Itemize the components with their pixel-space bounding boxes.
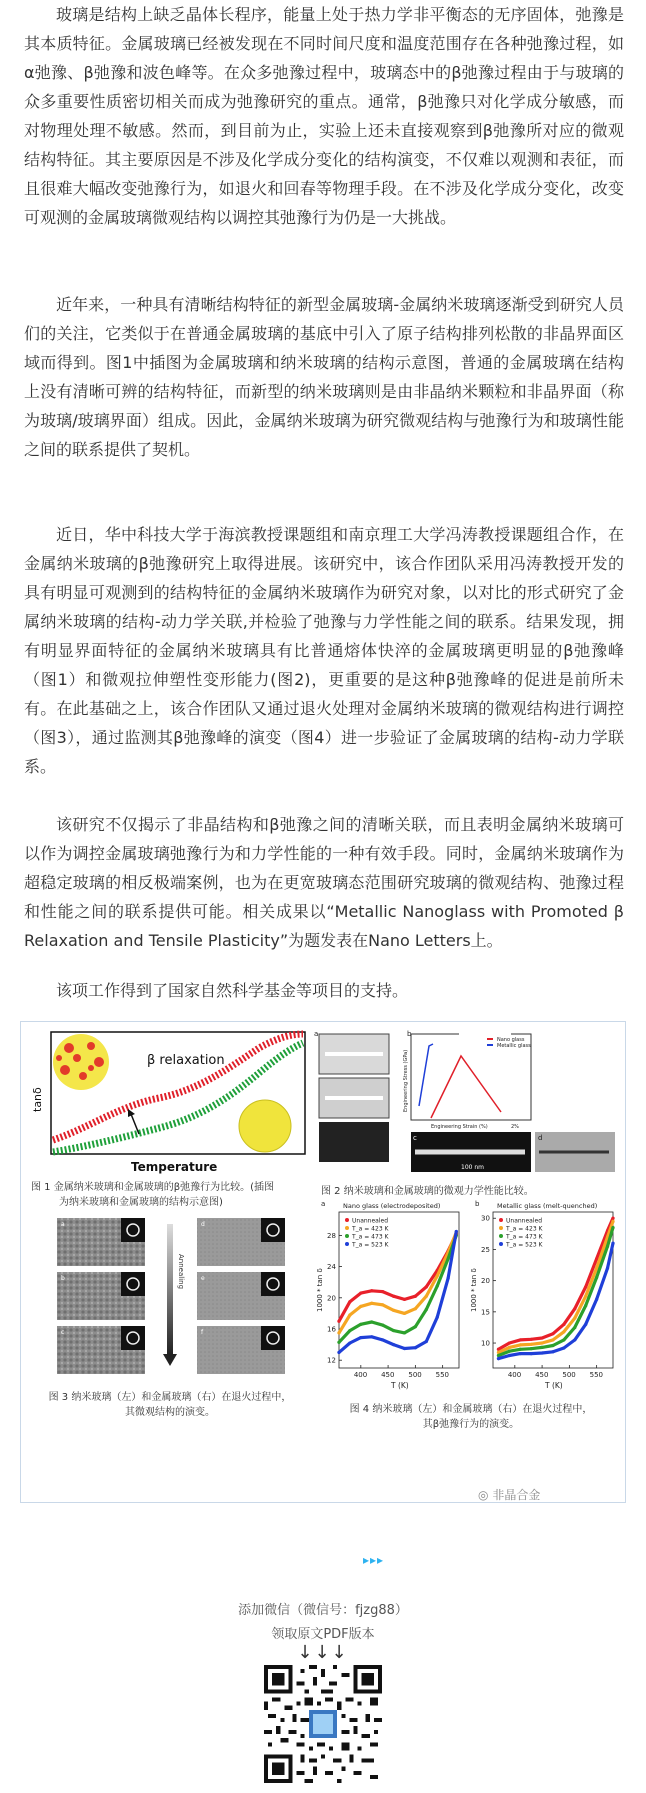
figure-2-strain-scale: 2% — [511, 1124, 519, 1130]
series-line — [339, 1232, 456, 1353]
legend-marker — [499, 1226, 503, 1230]
data-point — [584, 1285, 587, 1288]
data-point — [562, 1338, 565, 1341]
data-point — [611, 1242, 614, 1245]
data-point — [370, 1289, 373, 1292]
figure-3-panel-f: f — [201, 1329, 204, 1336]
data-point — [595, 1276, 598, 1279]
data-point — [595, 1298, 598, 1301]
figure-1-ylabel: tanδ — [31, 1087, 44, 1112]
data-point — [551, 1338, 554, 1341]
data-point — [584, 1295, 587, 1298]
chart-title: Nano glass (electrodeposited) — [343, 1202, 441, 1210]
figure-panel — [20, 1021, 626, 1503]
y-tick-label: 16 — [327, 1325, 336, 1334]
figure-1-caption — [31, 1180, 311, 1210]
figure-3-arrow-label: Annealing — [177, 1254, 185, 1290]
figure-2-legend-metallic: Metallic glass — [497, 1043, 531, 1049]
figure-3-panel-e: e — [201, 1275, 205, 1282]
data-point — [540, 1346, 543, 1349]
figure-4-caption-line1: 图 4 纳米玻璃（左）和金属玻璃（右）在退火过程中， — [349, 1404, 593, 1415]
data-point — [551, 1332, 554, 1335]
paragraph-intro: 玻璃是结构上缺乏晶体长程序，能量上处于热力学非平衡态的无序固体，弛豫是其本质特征。金属玻璃已经被发现在不同时间尺度和温度范围存在各种弛豫过程，如α弛豫、β弛豫和波色峰等。在众多弛豫过程中，玻璃态中的β弛豫过程由于与玻璃的众多重要性质密切相关而成为弛豫研究的重点。通常，β弛豫只对化学成分敏感，而对物理处理不敏感。然而，到目前为止，实验上还未直接观察到β弛豫所对应的微观结构特征。其主要原因是不涉及化学成分变化的结构演变，不仅难以观测和表征，而且很难大幅改变弛豫行为，如退火和回春等物理手段。在不涉及化学成分变化，改变可观测的金属玻璃微观结构以调控其弛豫行为仍是一大挑战。 — [24, 5, 624, 227]
legend-label: T_a = 473 K — [506, 1233, 543, 1241]
watermark-text: 非晶合金 — [492, 1488, 541, 1502]
figure-2-ylabel: Engineering Stress (GPa) — [403, 1049, 409, 1112]
data-point — [573, 1326, 576, 1329]
legend-label: T_a = 523 K — [506, 1241, 543, 1249]
figure-2-plot — [311, 1026, 621, 1176]
data-point — [403, 1331, 406, 1334]
data-point — [359, 1336, 362, 1339]
data-point — [403, 1312, 406, 1315]
legend-marker — [345, 1226, 349, 1230]
x-tick-label: 400 — [507, 1371, 522, 1379]
data-point — [381, 1338, 384, 1341]
figure-1-caption-line2: 为纳米玻璃和金属玻璃的结构示意图) — [59, 1197, 223, 1208]
figure-2-panel-b: b — [407, 1030, 412, 1038]
figure-2-panel-a: a — [314, 1030, 319, 1038]
data-point — [540, 1336, 543, 1339]
x-tick-label: 450 — [381, 1371, 395, 1379]
x-tick-label: 550 — [589, 1371, 604, 1379]
legend-marker — [499, 1242, 503, 1246]
data-point — [337, 1351, 340, 1354]
data-point — [519, 1338, 522, 1341]
data-point — [446, 1257, 449, 1260]
legend-label: T_a = 473 K — [352, 1233, 389, 1241]
data-point — [337, 1320, 340, 1323]
data-point — [414, 1295, 417, 1298]
figure-3-plot — [51, 1214, 291, 1384]
series-line — [339, 1235, 456, 1342]
data-point — [414, 1325, 417, 1328]
y-tick-label: 10 — [481, 1339, 490, 1348]
data-point — [584, 1323, 587, 1326]
data-point — [425, 1285, 428, 1288]
chart-panel-label: b — [475, 1200, 480, 1208]
data-point — [436, 1285, 439, 1288]
data-point — [425, 1340, 428, 1343]
data-point — [392, 1343, 395, 1346]
figure-3-caption — [27, 1390, 313, 1420]
y-axis-label: 1000 * tan δ — [470, 1268, 478, 1312]
footer-pdf: 领取原文PDF版本 — [271, 1627, 375, 1642]
legend-label: Unannealed — [352, 1217, 389, 1225]
data-point — [540, 1351, 543, 1354]
data-point — [337, 1331, 340, 1334]
data-point — [584, 1304, 587, 1307]
data-point — [359, 1292, 362, 1295]
data-point — [403, 1298, 406, 1301]
figure-3-caption-line1: 图 3 纳米玻璃（左）和金属玻璃（右）在退火过程中， — [48, 1392, 292, 1403]
data-point — [425, 1295, 428, 1298]
legend-marker — [499, 1234, 503, 1238]
figure-2 — [311, 1026, 621, 1176]
data-point — [370, 1302, 373, 1305]
figure-2-panel-c: c — [413, 1134, 417, 1142]
figure-1-caption-line1: 图 1 金属纳米玻璃和金属玻璃的β弛豫行为比较。(插图 — [31, 1182, 275, 1193]
legend-label: Unannealed — [506, 1217, 543, 1225]
data-point — [611, 1217, 614, 1220]
data-point — [595, 1267, 598, 1270]
data-point — [425, 1308, 428, 1311]
data-point — [381, 1303, 384, 1306]
data-point — [606, 1267, 609, 1270]
y-tick-label: 30 — [481, 1214, 490, 1223]
figure-3-panel-a: a — [61, 1221, 65, 1228]
figure-3-caption-line2: 其微观结构的演变。 — [125, 1407, 215, 1418]
data-point — [540, 1341, 543, 1344]
paragraph-funding: 该项工作得到了国家自然科学基金等项目的支持。 — [56, 981, 409, 1000]
data-point — [392, 1329, 395, 1332]
data-point — [370, 1320, 373, 1323]
data-point — [508, 1346, 511, 1349]
data-point — [519, 1348, 522, 1351]
legend-label: T_a = 523 K — [352, 1241, 389, 1249]
data-point — [519, 1352, 522, 1355]
data-point — [403, 1347, 406, 1350]
legend-marker — [345, 1234, 349, 1238]
x-tick-label: 550 — [435, 1371, 450, 1379]
data-point — [595, 1257, 598, 1260]
figure-2-scalebar: 100 nm — [461, 1164, 485, 1171]
data-point — [370, 1335, 373, 1338]
watermark — [478, 1486, 540, 1503]
paragraph-significance: 该研究不仅揭示了非晶结构和β弛豫之间的清晰关联，而且表明金属纳米玻璃可以作为调控金属玻璃弛豫行为和力学性能的一种有效手段。同时，金属纳米玻璃作为超稳定玻璃的相反极端案例，也为在更宽玻璃态范围研究玻璃的微观结构、弛豫过程和性能之间的联系提供可能。相关成果以“Metallic Nanoglass with Promoted β Relaxation and Tensile Plasticity”为题发表在Nano Letters上。 — [24, 815, 624, 950]
chart-title: Metallic glass (melt-quenched) — [497, 1202, 598, 1210]
x-axis-label: T (K) — [545, 1381, 563, 1390]
data-point — [562, 1323, 565, 1326]
wechat-icon: ◎ — [478, 1488, 489, 1502]
y-tick-label: 25 — [481, 1245, 490, 1254]
data-point — [348, 1313, 351, 1316]
figure-1-title: β relaxation — [147, 1053, 225, 1068]
y-tick-label: 20 — [481, 1277, 490, 1286]
y-tick-label: 28 — [327, 1231, 336, 1240]
footer-wechat: 添加微信（微信号：fjzg88） — [238, 1603, 408, 1618]
data-point — [381, 1290, 384, 1293]
data-point — [573, 1338, 576, 1341]
data-point — [530, 1338, 533, 1341]
data-point — [381, 1324, 384, 1327]
data-point — [348, 1341, 351, 1344]
figure-4-caption-line2: 其β弛豫行为的演变。 — [422, 1419, 520, 1430]
figure-2-legend-nano: Nano glass — [497, 1037, 525, 1043]
legend-marker — [499, 1218, 503, 1222]
paragraph-research: 近日，华中科技大学于海滨教授课题组和南京理工大学冯涛教授课题组合作，在金属纳米玻璃的β弛豫研究上取得进展。该研究中，该合作团队采用冯涛教授开发的具有明显可观测到的结构特征的金属纳米玻璃作为研究对象，以对比的形式研究了金属纳米玻璃的结构-动力学关联,并检验了弛豫与力学性能之间的联系。结果发现，拥有明显界面特征的金属纳米玻璃具有比普通熔体快淬的金属玻璃更明显的β弛豫峰（图1）和微观拉伸塑性变形能力(图2)，更重要的是这种β弛豫峰的促进是前所未有。在此基础之上，该合作团队又通过退火处理对金属纳米玻璃的微观结构进行调控（图3），通过监测其β弛豫峰的演变（图4）进一步验证了金属玻璃的结构-动力学联系。 — [24, 525, 624, 776]
figure-1 — [29, 1028, 309, 1174]
data-point — [508, 1341, 511, 1344]
data-point — [508, 1350, 511, 1353]
data-point — [530, 1347, 533, 1350]
figure-1-plot — [29, 1028, 309, 1174]
data-point — [359, 1323, 362, 1326]
y-axis-label: 1000 * tan δ — [316, 1268, 324, 1312]
data-point — [551, 1344, 554, 1347]
y-tick-label: 12 — [327, 1356, 336, 1365]
data-point — [436, 1316, 439, 1319]
qr-code-icon[interactable] — [264, 1665, 382, 1783]
x-tick-label: 500 — [562, 1371, 576, 1379]
data-point — [414, 1307, 417, 1310]
data-point — [573, 1316, 576, 1319]
figure-3 — [51, 1214, 291, 1384]
data-point — [359, 1305, 362, 1308]
y-tick-label: 24 — [327, 1263, 336, 1272]
x-axis-label: T (K) — [391, 1381, 409, 1390]
data-point — [530, 1343, 533, 1346]
legend-label: T_a = 423 K — [506, 1225, 543, 1233]
data-point — [606, 1245, 609, 1248]
data-point — [337, 1341, 340, 1344]
figure-4-plot — [317, 1198, 623, 1398]
figure-3-panel-b: b — [61, 1275, 65, 1282]
y-tick-label: 15 — [481, 1308, 490, 1317]
data-point — [551, 1350, 554, 1353]
data-point — [392, 1295, 395, 1298]
data-point — [508, 1354, 511, 1357]
chart-panel-label: a — [321, 1200, 326, 1208]
data-point — [446, 1277, 449, 1280]
data-point — [348, 1329, 351, 1332]
data-point — [611, 1226, 614, 1229]
figure-3-panel-d: d — [201, 1221, 205, 1228]
figure-3-panel-c: c — [61, 1329, 65, 1336]
footer-arrows: ↓↓↓ — [297, 1642, 349, 1663]
data-point — [562, 1330, 565, 1333]
divider-arrow-icon: ▸▸▸ — [363, 1553, 385, 1567]
data-point — [455, 1230, 458, 1233]
data-point — [497, 1357, 500, 1360]
figure-4-caption — [321, 1402, 621, 1432]
data-point — [611, 1220, 614, 1223]
figure-1-xlabel: Temperature — [131, 1160, 218, 1174]
data-point — [573, 1307, 576, 1310]
paragraph-nanoglass: 近年来，一种具有清晰结构特征的新型金属玻璃-金属纳米玻璃逐渐受到研究人员们的关注，它类似于在普通金属玻璃的基底中引入了原子结构排列松散的非晶界面区域而得到。图1中插图为金属玻璃和纳米玻璃的结构示意图，普通的金属玻璃在结构上没有清晰可辨的结构特征，而新型的纳米玻璃则是由非晶纳米颗粒和非晶界面（称为玻璃/玻璃界面）组成。因此，金属纳米玻璃为研究微观结构与弛豫行为和玻璃性能之间的联系提供了契机。 — [24, 295, 624, 459]
x-tick-label: 500 — [408, 1371, 422, 1379]
data-point — [414, 1346, 417, 1349]
figure-2-xlabel: Engineering Strain (%) — [431, 1124, 488, 1130]
x-tick-label: 400 — [353, 1371, 368, 1379]
figure-4 — [317, 1198, 623, 1398]
x-tick-label: 450 — [535, 1371, 549, 1379]
data-point — [519, 1343, 522, 1346]
data-point — [392, 1309, 395, 1312]
figure-2-caption: 图 2 纳米玻璃和金属玻璃的微观力学性能比较。 — [321, 1186, 534, 1197]
legend-marker — [345, 1242, 349, 1246]
y-tick-label: 20 — [327, 1294, 336, 1303]
data-point — [530, 1352, 533, 1355]
data-point — [436, 1274, 439, 1277]
legend-label: T_a = 423 K — [352, 1225, 389, 1233]
figure-2-panel-d: d — [538, 1134, 543, 1142]
legend-marker — [345, 1218, 349, 1222]
data-point — [562, 1346, 565, 1349]
data-point — [348, 1300, 351, 1303]
